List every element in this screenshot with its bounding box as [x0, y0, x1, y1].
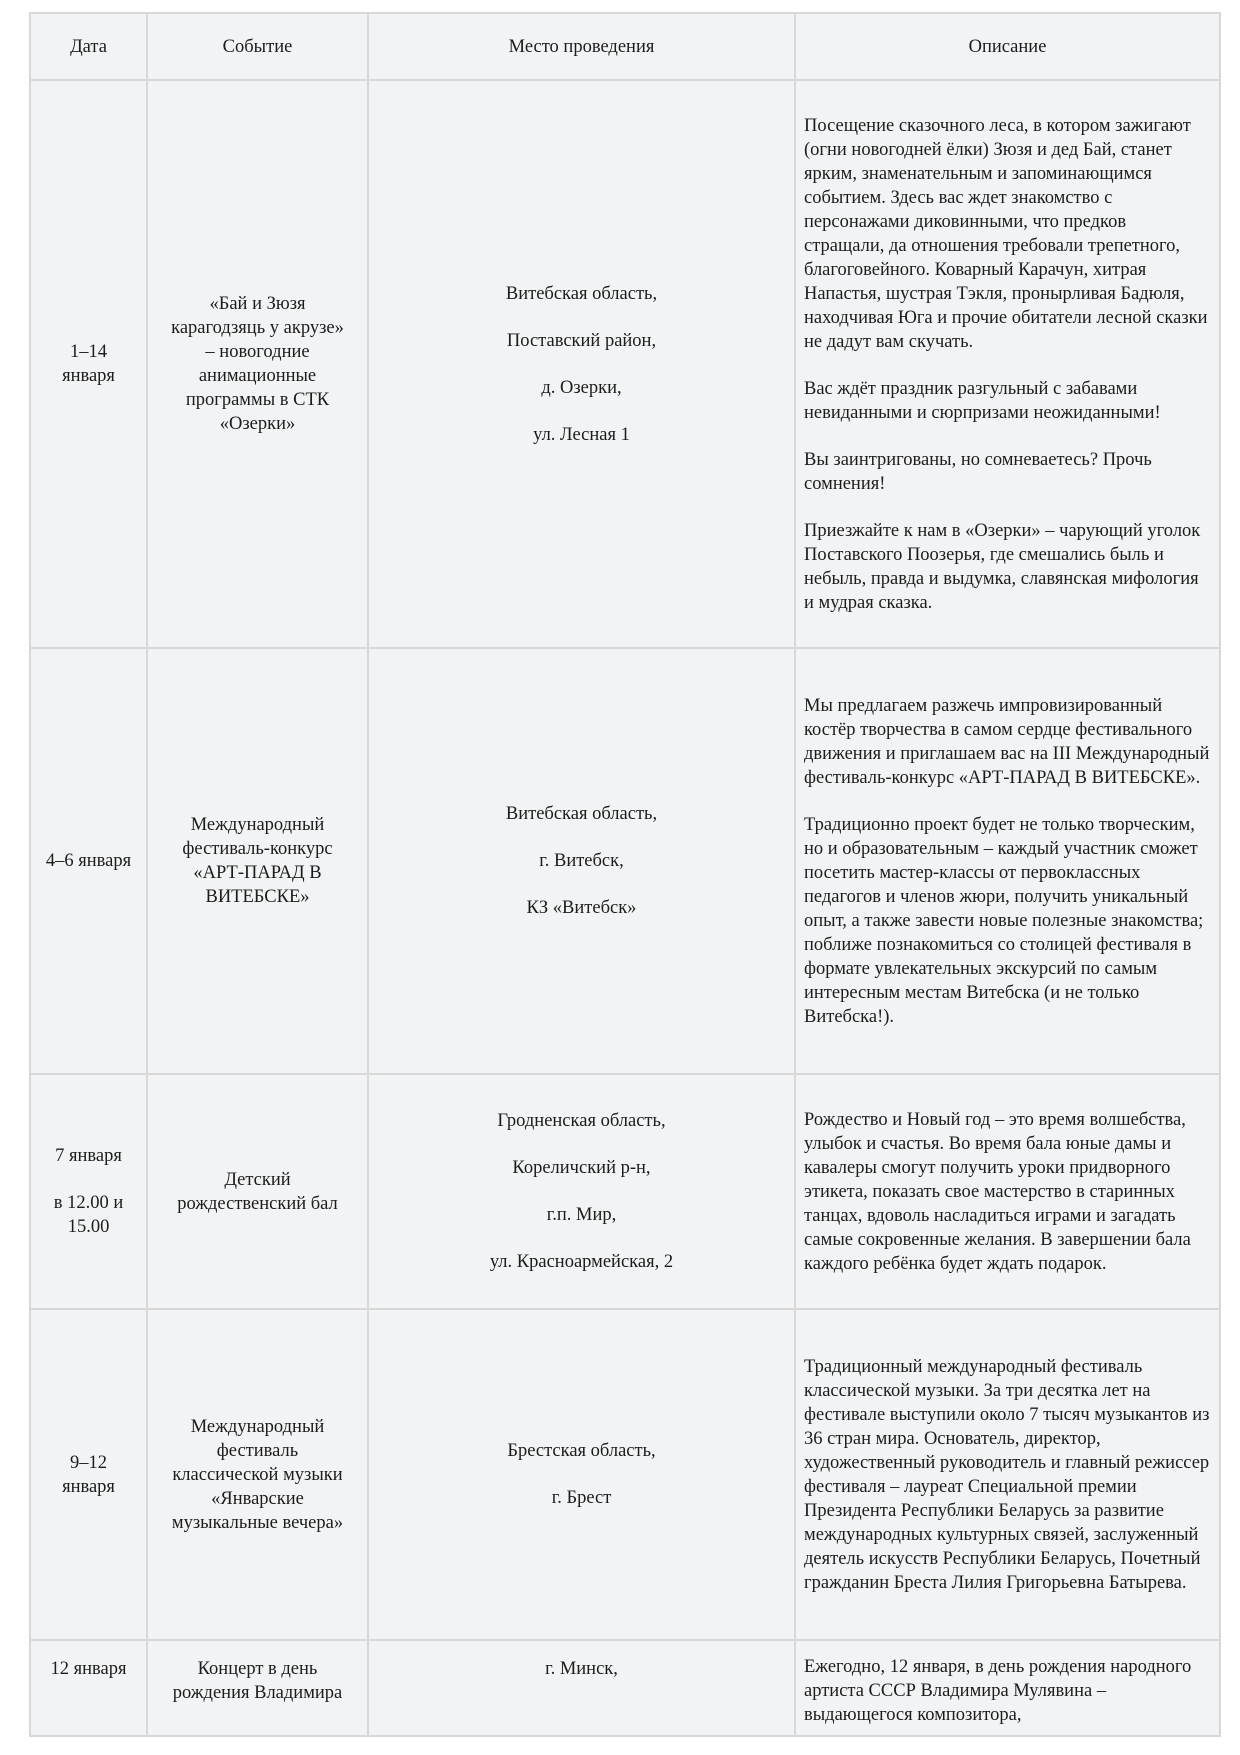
description-paragraph: Рождество и Новый год – это время волшебства, улыбок и счастья. Во время бала юные дамы и кавалеры смогут получить уроки придворного этикета, показать свое мастерство в старинных танцах, вдоволь насладиться играми и загадать самые сокровенные желания. В завершении бала каждого ребёнка будет ждать подарок. — [804, 1109, 1191, 1274]
event-line: «Бай и Зюзя — [209, 294, 306, 314]
event-cell — [147, 1640, 368, 1736]
date-cell — [30, 648, 147, 1074]
description-paragraph: Традиционный международный фестиваль классической музыки. За три десятка лет на фестивале выступили около 7 тысяч музыкантов из 36 стран мира. Основатель, директор, художественный руководитель и главный режиссер фестиваля – лауреат Специальной премии Президента Республики Беларусь за развитие международных культурных связей, заслуженный деятель искусств Республики Беларусь, Почетный гражданин Бреста Лилия Григорьевна Батырева. — [804, 1356, 1210, 1593]
event-line: рождения Владимира — [172, 1683, 343, 1703]
place-line: г. Витебск, — [539, 851, 624, 871]
header-place: Место проведения — [368, 13, 795, 80]
date-line: 4–6 января — [45, 851, 132, 871]
place-cell — [368, 80, 795, 648]
event-line: «Январские — [211, 1488, 304, 1509]
place-line: д. Озерки, — [541, 377, 622, 398]
place-cell — [368, 1309, 795, 1640]
date-line: 7 января — [55, 1146, 122, 1166]
event-line: Детский — [224, 1169, 291, 1190]
event-line: Международный — [190, 815, 325, 835]
place-line: г.п. Мир, — [546, 1205, 617, 1225]
description-cell — [795, 648, 1220, 1074]
place-line: Витебская область, — [505, 804, 658, 824]
event-line: «Озерки» — [219, 414, 296, 434]
event-cell — [147, 80, 368, 648]
description-paragraph: Вас ждёт праздник разгульный с забавами невиданными и сюрпризами неожиданными! — [804, 378, 1161, 423]
event-line: музыкальные вечера» — [171, 1512, 344, 1533]
event-cell — [147, 1309, 368, 1640]
description-paragraph: Традиционно проект будет не только творческим, но и образовательным – каждый участник сможет посетить мастер-классы от первоклассных педагогов и членов жюри, получить уникальный опыт, а также завести новые полезные знакомства; поближе познакомиться со столицей фестиваля в формате увлекательных экскурсий по самым интересным местам Витебска (и не только Витебска!). — [804, 814, 1204, 1027]
event-line: программы в СТК — [185, 390, 330, 410]
event-line: классической музыки — [172, 1464, 343, 1485]
header-event: Событие — [147, 13, 368, 80]
place-line: Витебская область, — [505, 283, 658, 304]
date-line: января — [62, 366, 115, 386]
event-line: фестиваль — [216, 1440, 299, 1461]
date-line: 1–14 — [70, 342, 107, 362]
event-line: – новогодние — [205, 342, 310, 362]
description-paragraph: Вы заинтригованы, но сомневаетесь? Прочь сомнения! — [804, 449, 1152, 494]
description-cell — [795, 1074, 1220, 1309]
place-line: г. Минск, — [545, 1659, 618, 1679]
table-row — [30, 80, 1220, 648]
date-cell — [30, 80, 147, 648]
event-line: «АРТ-ПАРАД В — [193, 863, 322, 883]
date-cell — [30, 1074, 147, 1309]
description-paragraph: Посещение сказочного леса, в котором зажигают (огни новогодней ёлки) Зюзя и дед Бай, станет ярким, знаменательным и запоминающимся событием. Здесь вас ждет знакомство с персонажами диковинными, что предков стращали, да отношения требовали трепетного, благоговейного. Коварный Карачун, хитрая Напастья, шустрая Тэкля, пронырливая Бадюля, находчивая Юга и прочие обитатели лесной сказки не дадут вам скучать. — [804, 115, 1208, 352]
description-cell — [795, 80, 1220, 648]
table-row — [30, 1074, 1220, 1309]
place-line: Гродненская область, — [497, 1111, 666, 1131]
event-line: анимационные — [198, 366, 317, 386]
date-cell — [30, 1640, 147, 1736]
table-header-row — [30, 13, 1220, 80]
place-line: Кореличский р-н, — [512, 1158, 651, 1178]
event-line: Международный — [190, 1416, 325, 1437]
event-line: карагодзяць у акрузе» — [171, 318, 344, 338]
date-cell — [30, 1309, 147, 1640]
date-line: в 12.00 и 15.00 — [53, 1193, 124, 1237]
date-line: 12 января — [50, 1659, 127, 1679]
header-date: Дата — [30, 13, 147, 80]
place-line: Поставский район, — [506, 330, 657, 351]
place-line: ул. Красноармейская, 2 — [489, 1252, 674, 1272]
event-cell — [147, 1074, 368, 1309]
event-line: ВИТЕБСКЕ» — [205, 887, 310, 907]
description-paragraph: Ежегодно, 12 января, в день рождения народного артиста СССР Владимира Мулявина – выдающегося композитора, — [804, 1657, 1192, 1725]
table-row — [30, 648, 1220, 1074]
description-cell — [795, 1309, 1220, 1640]
table-row — [30, 1640, 1220, 1736]
date-line: 9–12 — [70, 1452, 107, 1473]
place-cell — [368, 648, 795, 1074]
place-line: КЗ «Витебск» — [526, 898, 637, 918]
event-line: фестиваль-конкурс — [182, 839, 333, 859]
header-description: Описание — [795, 13, 1220, 80]
place-line: Брестская область, — [507, 1441, 656, 1461]
description-paragraph: Приезжайте к нам в «Озерки» – чарующий уголок Поставского Поозерья, где смешались быль и небыль, правда и выдумка, славянская мифология и мудрая сказка. — [804, 520, 1201, 613]
description-paragraph: Мы предлагаем разжечь импровизированный костёр творчества в самом сердце фестивального движения и приглашаем вас на III Международный фестиваль-конкурс «АРТ-ПАРАД В ВИТЕБСКЕ». — [804, 695, 1210, 788]
place-line: г. Брест — [551, 1488, 612, 1508]
events-table — [29, 12, 1221, 1737]
event-line: Концерт в день — [197, 1659, 318, 1679]
place-cell — [368, 1074, 795, 1309]
event-line: рождественский бал — [177, 1193, 338, 1214]
table-row — [30, 1309, 1220, 1640]
date-line: января — [62, 1476, 115, 1497]
place-cell — [368, 1640, 795, 1736]
description-cell — [795, 1640, 1220, 1736]
event-cell — [147, 648, 368, 1074]
place-line: ул. Лесная 1 — [533, 424, 630, 445]
